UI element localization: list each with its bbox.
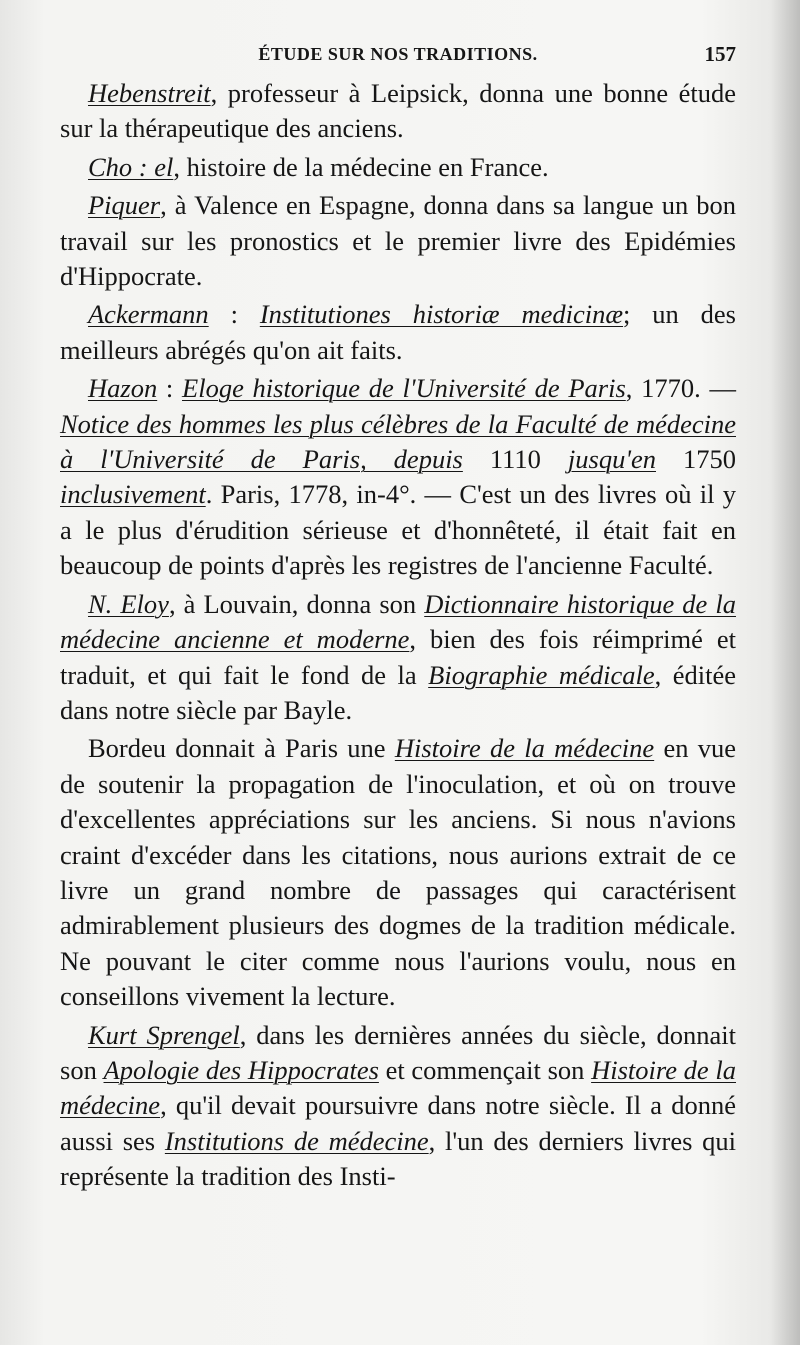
text-run: , 1770. — (625, 373, 736, 404)
paragraph-eloy (60, 587, 736, 729)
italic-title-run: inclusivement (60, 479, 206, 510)
body-text (60, 76, 736, 1195)
text-run: , professeur à Leipsick, donna une bonne étude sur la thérapeutique des anciens. (60, 78, 736, 144)
paragraph-hebenstreit (60, 76, 736, 147)
italic-title-run: Dictionnaire historique de la médecine ancienne et moderne (60, 588, 736, 655)
text-run: , éditée dans notre siècle par Bayle. (60, 659, 737, 725)
italic-title-run: Piquer (88, 190, 161, 221)
italic-title-run: Ackermann (88, 299, 209, 330)
paragraph-chomel (60, 150, 736, 185)
italic-title-run: Hebenstreit (88, 78, 211, 108)
text-run: , histoire de la médecine en France. (173, 151, 549, 182)
text-run: , à Louvain, donna son (168, 588, 425, 619)
italic-title-run: Eloge historique de l'Université de Paris (182, 373, 626, 404)
text-run: 1110 (462, 444, 568, 475)
text-run: , qu'il devait poursuivre dans notre siècle. Il a donné aussi ses (60, 1090, 736, 1156)
text-run: Bordeu donnait à Paris une (88, 733, 395, 764)
italic-title-run: jusqu'en (567, 444, 656, 475)
paragraph-bordeu (60, 731, 736, 1014)
text-run: et commençait son (378, 1054, 592, 1085)
paragraph-sprengel (60, 1018, 736, 1195)
italic-title-run: Apologie des Hippocrates (103, 1054, 379, 1085)
paragraph-hazon (60, 371, 736, 583)
text-run: , bien des fois réimprimé et traduit, et qui fait le fond de la (60, 624, 736, 690)
text-run: . Paris, 1778, in-4°. — C'est un des livres où il y a le plus d'érudition sérieuse et d'honnêteté, il était fait en beaucoup de points d'après les registres de l'ancienne Faculté. (60, 479, 736, 581)
italic-title-run: Notice des hommes les plus célèbres de la Faculté de médecine à l'Université de Paris, depuis (60, 408, 736, 475)
italic-title-run: Kurt Sprengel (88, 1019, 240, 1050)
italic-title-run: Cho : el (88, 151, 174, 182)
page-number: 157 (704, 42, 736, 66)
text-run: , l'un des derniers livres qui représente la tradition des Insti- (60, 1125, 736, 1192)
text-run: : (157, 373, 183, 404)
italic-title-run: N. Eloy (88, 588, 169, 619)
italic-title-run: Hazon (88, 373, 158, 404)
text-run: , dans les dernières années du siècle, donnait son (60, 1019, 736, 1085)
paragraph-piquer (60, 188, 736, 294)
italic-title-run: Histoire de la médecine (394, 733, 655, 764)
italic-title-run: Institutions de médecine (164, 1125, 429, 1156)
text-run: , à Valence en Espagne, donna dans sa langue un bon travail sur les pronostics et le premier livre des Epidémies d'Hippocrate. (60, 190, 736, 292)
text-run: ; un des meilleurs abrégés qu'on ait faits. (60, 299, 736, 365)
running-title: ÉTUDE SUR NOS TRADITIONS. (258, 44, 538, 64)
paragraph-ackermann (60, 297, 736, 368)
italic-title-run: Histoire de la médecine (60, 1054, 736, 1121)
text-run: 1750 (656, 444, 736, 475)
page-header (60, 40, 736, 70)
text-run: : (208, 299, 260, 330)
text-run: en vue de soutenir la propagation de l'inoculation, et où on trouve d'excellentes appréciations sur les anciens. Si nous n'avions craint d'excéder dans les citations, nous aurions extrait de ce livre un grand nombre de passages qui caractérisent admirablement plusieurs des dogmes de la tradition médicale. Ne pouvant le citer comme nous l'aurions voulu, nous en conseillons vivement la lecture. (60, 733, 736, 1012)
italic-title-run: Institutiones historiæ medicinæ (259, 299, 624, 330)
italic-title-run: Biographie médicale (428, 659, 655, 690)
